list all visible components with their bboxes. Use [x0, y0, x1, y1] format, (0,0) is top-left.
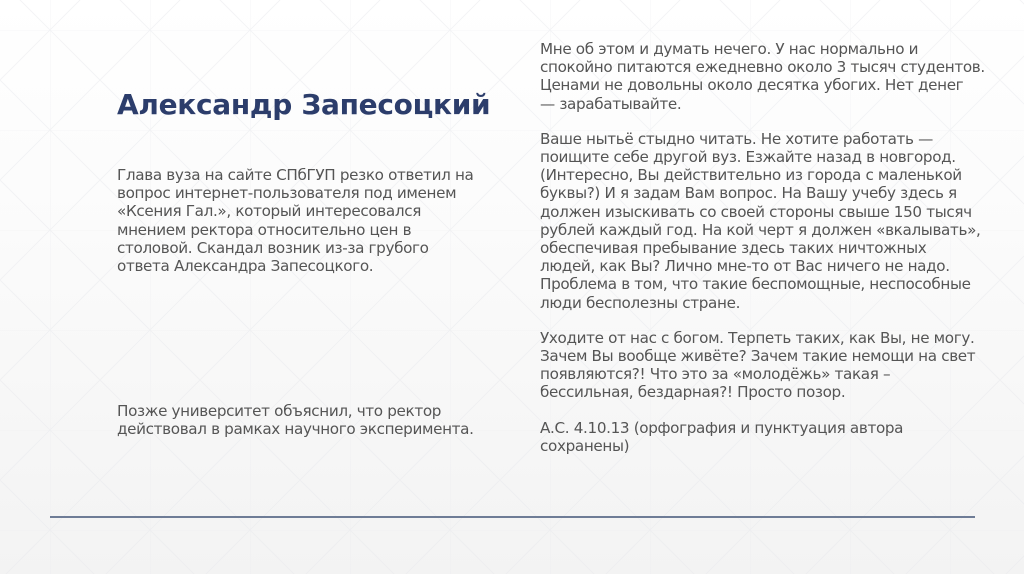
- explanation-paragraph: [117, 402, 497, 438]
- text-line: Ценами не довольны около десятка убогих. Нет денег: [540, 76, 964, 95]
- text-line: Уходите от нас с богом. Терпеть таких, как Вы, не могу.: [540, 328, 975, 347]
- text-line: Позже университет объяснил, что ректор: [117, 402, 442, 420]
- text-line: «Ксения Гал.», который интересовался: [117, 202, 421, 221]
- text-line: обеспечивая пребывание здесь таких ничтожных: [540, 239, 927, 258]
- text-line: Ваше нытьё стыдно читать. Не хотите работать —: [540, 129, 933, 148]
- text-line: рублей каждый год. На кой черт я должен «вкалывать»,: [540, 220, 981, 239]
- text-line: вопрос интернет-пользователя под именем: [117, 184, 457, 203]
- text-line: (Интересно, Вы действительно из города с маленькой: [540, 166, 962, 185]
- quote-paragraph-1: [540, 40, 1000, 113]
- quote-column: [540, 40, 1000, 472]
- quote-signature: [540, 419, 1000, 455]
- text-line: сохранены): [540, 436, 630, 455]
- text-line: поищите себе другой вуз. Езжайте назад в новгород.: [540, 148, 956, 167]
- slide-title: Александр Запесоцкий: [117, 88, 491, 121]
- text-line: бессильная, бездарная?! Просто позор.: [540, 383, 846, 402]
- text-line: столовой. Скандал возник из-за грубого: [117, 238, 429, 257]
- text-line: А.С. 4.10.13 (орфография и пунктуация автора: [540, 418, 904, 437]
- text-line: людей, как Вы? Лично мне-то от Вас ничего не надо.: [540, 257, 950, 276]
- intro-paragraph: [117, 166, 497, 275]
- text-line: Мне об этом и думать нечего. У нас нормально и: [540, 40, 919, 58]
- text-line: спокойно питаются ежедневно около 3 тысяч студентов.: [540, 58, 985, 77]
- quote-paragraph-2: [540, 130, 1000, 312]
- text-line: Зачем Вы вообще живёте? Зачем такие немощи на свет: [540, 347, 976, 366]
- text-line: буквы?) И я задам Вам вопрос. На Вашу учебу здесь я: [540, 184, 957, 203]
- text-line: Проблема в том, что такие беспомощные, неспособные: [540, 275, 971, 294]
- text-line: Глава вуза на сайте СПбГУП резко ответил на: [117, 166, 474, 184]
- text-line: мнением ректора относительно цен в: [117, 220, 412, 239]
- text-line: действовал в рамках научного эксперимента.: [117, 420, 474, 439]
- text-line: ответа Александра Запесоцкого.: [117, 257, 374, 276]
- text-line: люди бесполезны стране.: [540, 293, 741, 312]
- footer-divider-line: [50, 516, 975, 518]
- text-line: должен изыскивать со своей стороны свыше 150 тысяч: [540, 202, 972, 221]
- quote-paragraph-3: [540, 329, 1000, 402]
- text-line: — зарабатывайте.: [540, 94, 682, 113]
- text-line: появляются?! Что это за «молодёжь» такая –: [540, 365, 891, 384]
